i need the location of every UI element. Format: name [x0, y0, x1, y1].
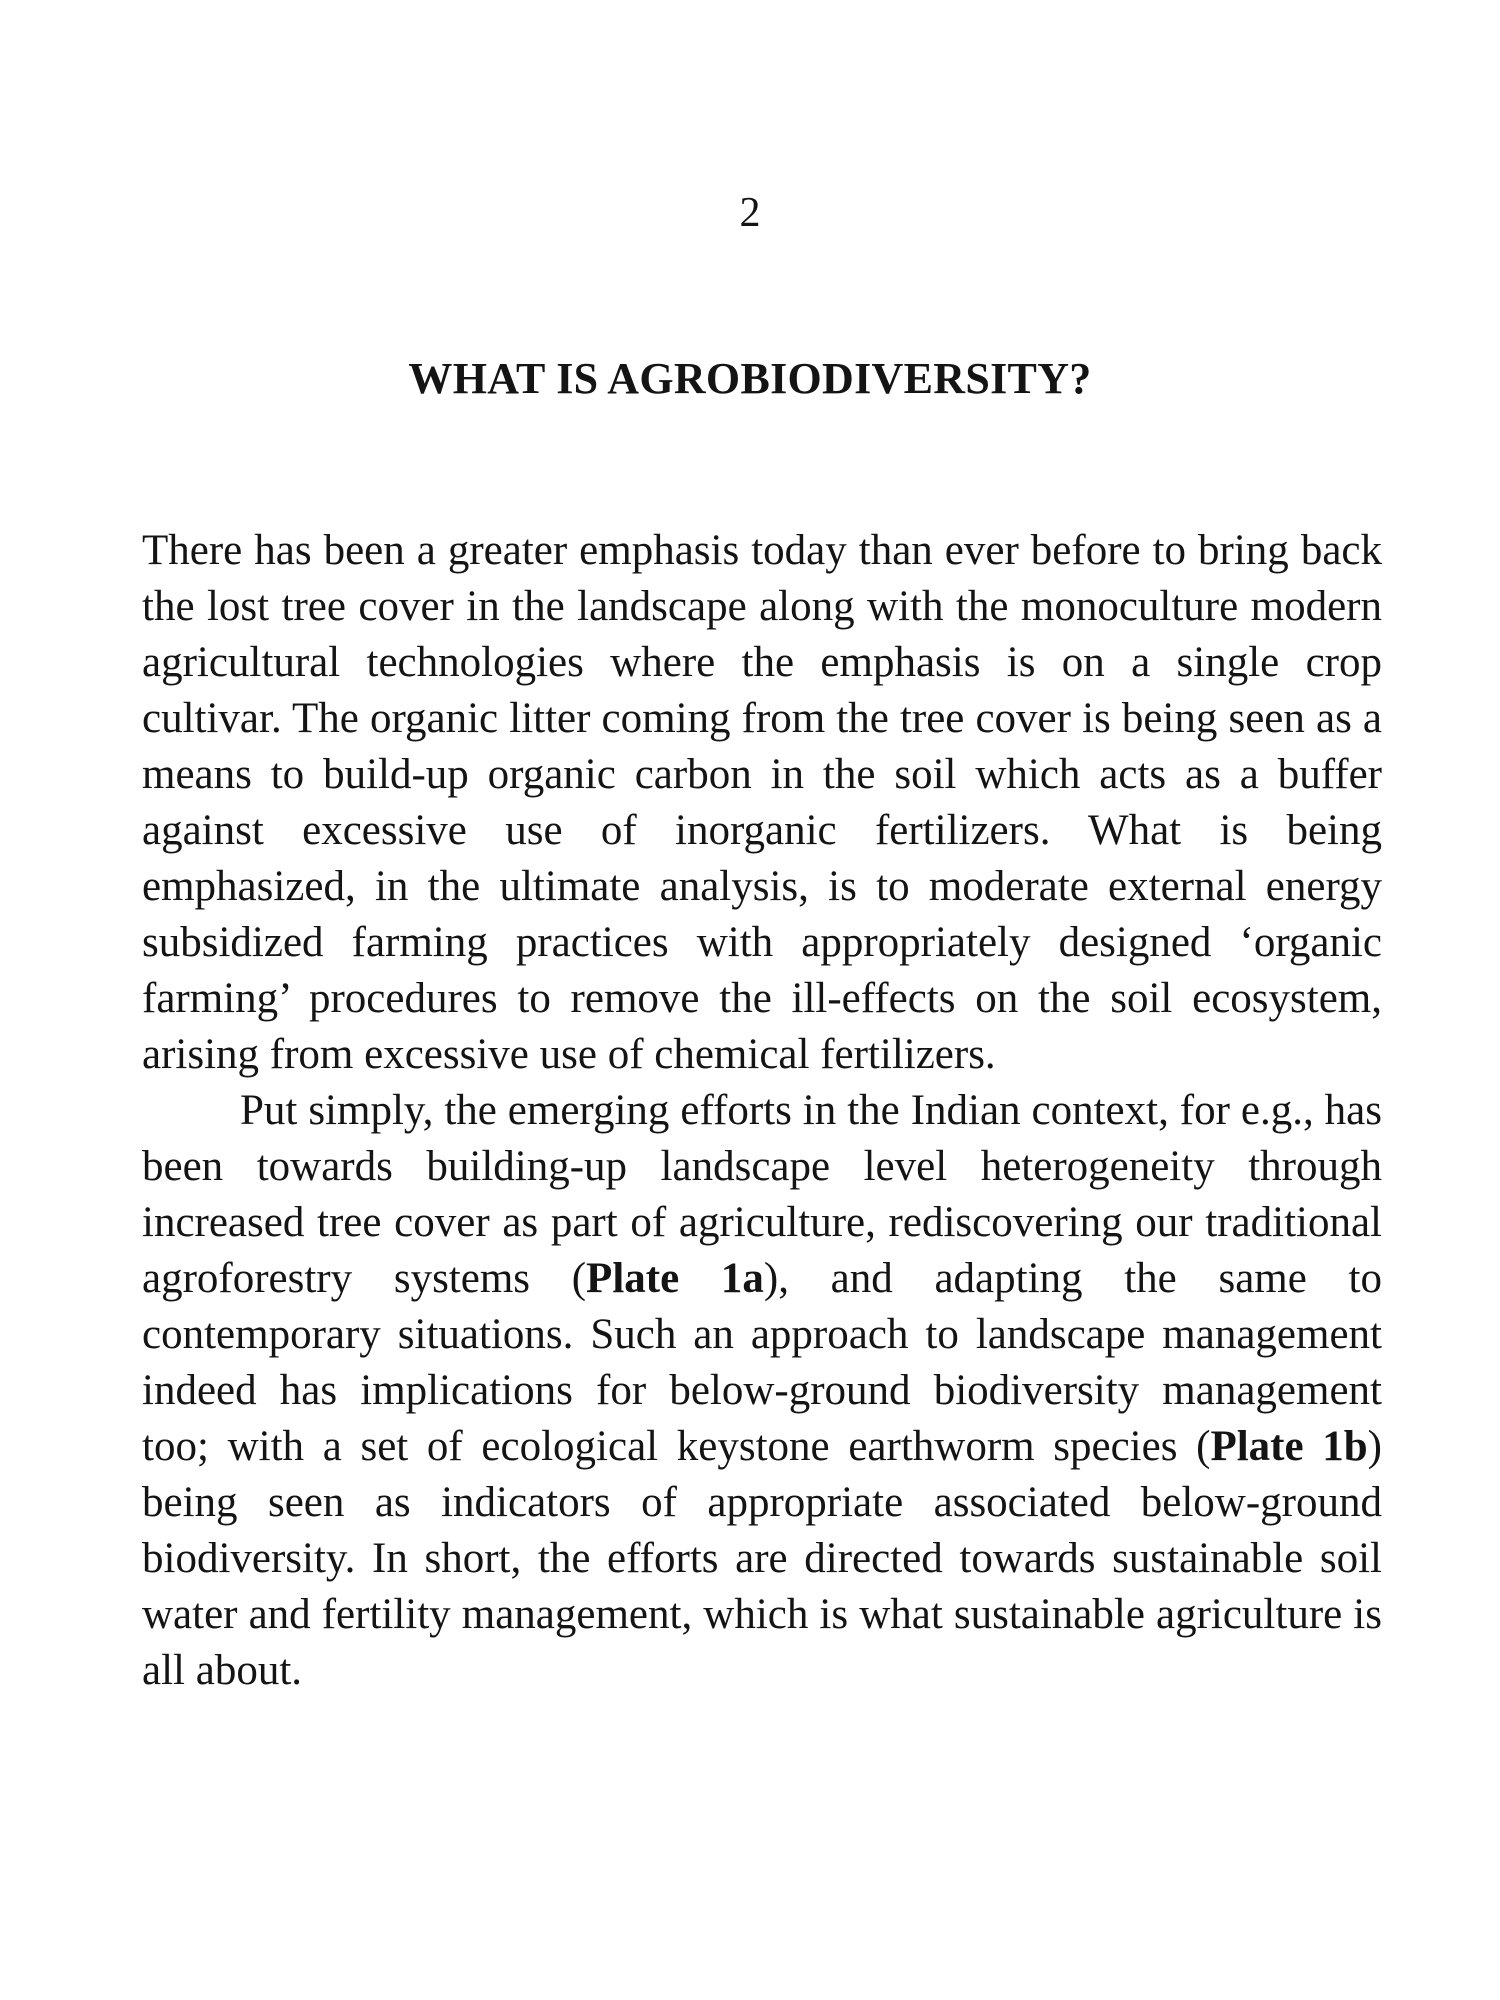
chapter-body — [142, 523, 1382, 1699]
paragraph-2 — [142, 1083, 1382, 1699]
chapter-number: 2 — [739, 190, 761, 236]
chapter-title: WHAT IS AGROBIODIVERSITY? — [408, 354, 1092, 403]
paragraph-1: There has been a greater emphasis today than ever before to bring back the lost tree cover in the landscape along with the monoculture modern agricultural technologies where the emphasis is on a single crop cultivar. The organic litter coming from the tree cover is being seen as a means to build-up organic carbon in the soil which acts as a buffer against excessive use of inorganic fertilizers. What is being emphasized, in the ultimate analysis, is to moderate external energy subsidized farming practices with appropriately designed ‘organic farming’ procedures to remove the ill-effects on the soil ecosystem, arising from excessive use of chemical fertilizers. — [142, 527, 1382, 1078]
paragraph-2-part-3: ) being seen as indicators of appropriate associated below-ground biodiversity. In short, the efforts are directed towards sustainable soil water and fertility management, which is what sustainable agriculture is all about. — [142, 1423, 1382, 1694]
paragraph-2-part-1: Put simply, the emerging efforts in the Indian context, for e.g., has been towards building-up landscape level heterogeneity through increased tree cover as part of agriculture, rediscovering our traditional agroforestry systems ( — [142, 1087, 1382, 1302]
plate-1a-reference: Plate 1a — [586, 1255, 764, 1302]
paragraph-2-part-2: ), and adapting the same to contemporary situations. Such an approach to landscape management indeed has implications for below-ground biodiversity management too; with a set of ecological keystone earthworm species ( — [142, 1255, 1382, 1470]
plate-1b-reference: Plate 1b — [1210, 1423, 1368, 1470]
